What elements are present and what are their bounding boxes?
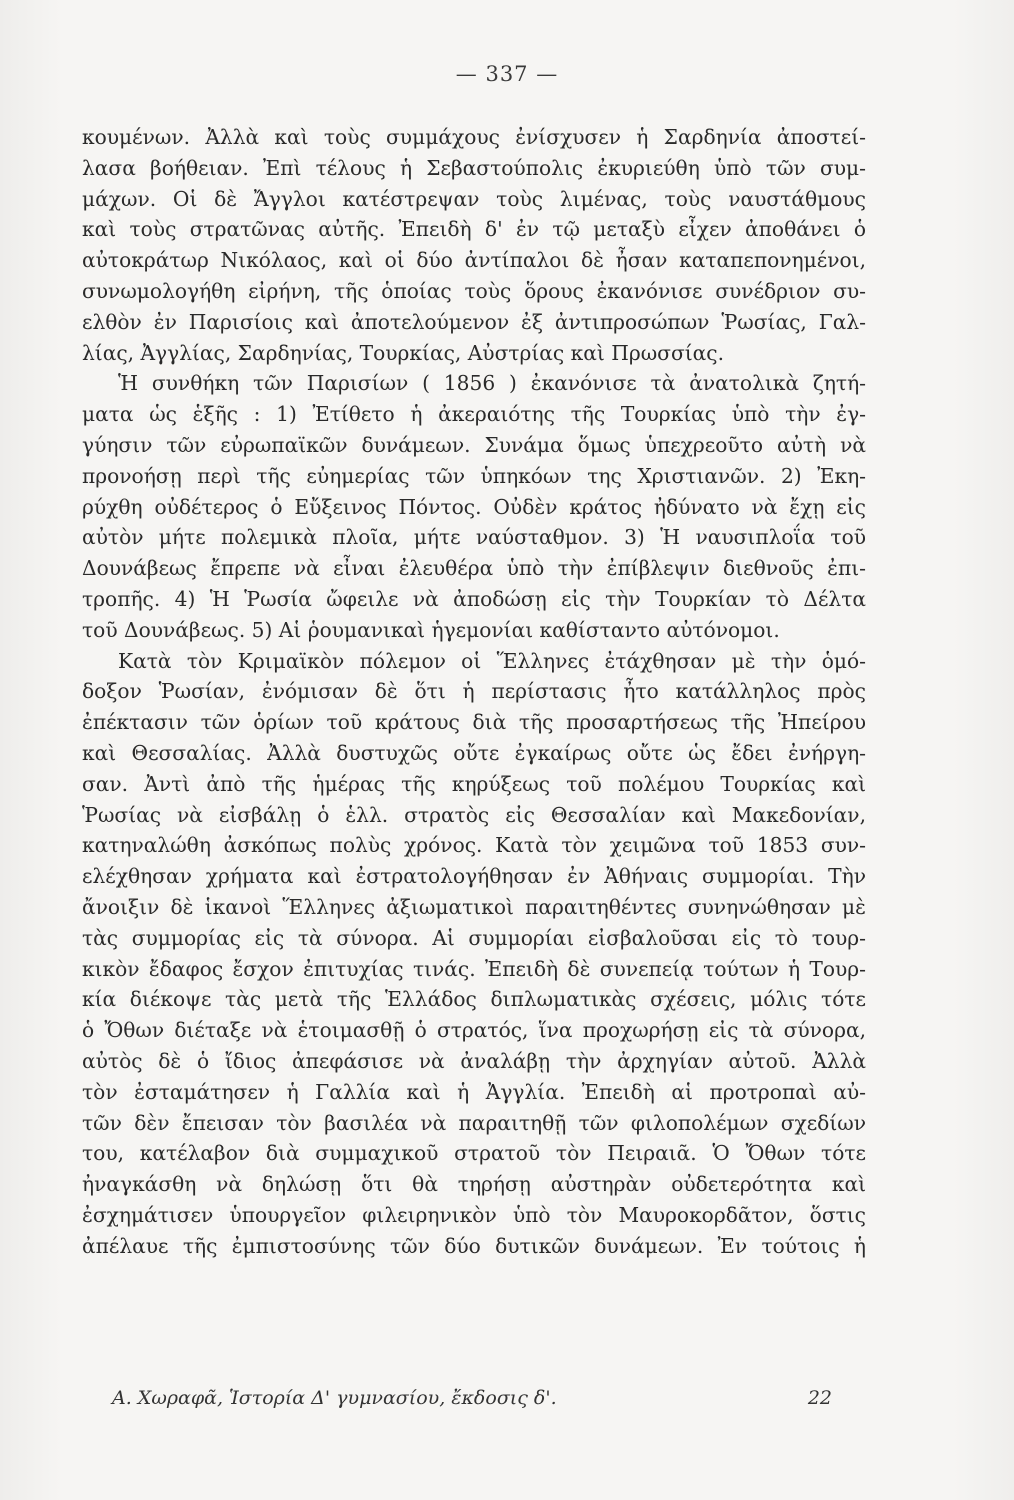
text-line: αὐτὸν μήτε πολεμικὰ πλοῖα, μήτε ναύσταθμον. 3) Ἡ ναυσιπλοΐα τοῦ (82, 525, 866, 550)
text-line: τροπῆς. 4) Ἡ Ῥωσία ὤφειλε νὰ ἀποδώσῃ εἰς τὴν Τουρκίαν τὸ Δέλτα (82, 586, 866, 611)
text-line: δοξον Ῥωσίαν, ἐνόμισαν δὲ ὅτι ἡ περίστασις ἦτο κατάλληλος πρὸς (82, 679, 866, 704)
text-line: ρύχθη οὐδέτερος ὁ Εὔξεινος Πόντος. Οὐδὲν κράτος ἠδύνατο νὰ ἔχῃ εἰς (82, 494, 866, 519)
text-line: ἐπέκτασιν τῶν ὁρίων τοῦ κράτους διὰ τῆς προσαρτήσεως τῆς Ἠπείρου (82, 710, 866, 735)
footer-citation: Α. Χωραφᾶ, Ἱστορία Δ' γυμνασίου, ἔκδοσις δ'. (112, 1387, 557, 1409)
text-line: μάχων. Οἱ δὲ Ἄγγλοι κατέστρεψαν τοὺς λιμένας, τοὺς ναυστάθμους (82, 186, 866, 211)
text-line: λίας, Ἀγγλίας, Σαρδηνίας, Τουρκίας, Αὐστρίας καὶ Πρωσσίας. (82, 340, 725, 365)
text-line: Ἡ συνθήκη τῶν Παρισίων ( 1856 ) ἐκανόνισε τὰ ἀνατολικὰ ζητή- (118, 371, 866, 396)
text-line: κατηναλώθη ἀσκόπως πολὺς χρόνος. Κατὰ τὸν χειμῶνα τοῦ 1853 συν- (82, 833, 866, 858)
text-line: ελθὸν ἐν Παρισίοις καὶ ἀποτελούμενον ἐξ ἀντιπροσώπων Ῥωσίας, Γαλ- (82, 309, 866, 334)
text-line: ελέχθησαν χρήματα καὶ ἐστρατολογήθησαν ἐν Ἀθήναις συμμορίαι. Τὴν (82, 864, 866, 889)
text-line: γύησιν τῶν εὐρωπαϊκῶν δυνάμεων. Συνάμα ὅμως ὑπεχρεοῦτο αὐτὴ νὰ (82, 432, 866, 457)
text-line: ἀπέλαυε τῆς ἐμπιστοσύνης τῶν δύο δυτικῶν δυνάμεων. Ἐν τούτοις ἡ (82, 1233, 866, 1258)
text-line: τὸν ἐσταμάτησεν ἡ Γαλλία καὶ ἡ Ἀγγλία. Ἐπειδὴ αἱ προτροπαὶ αὐ- (82, 1079, 866, 1104)
text-line: καὶ Θεσσαλίας. Ἀλλὰ δυστυχῶς οὔτε ἐγκαίρως οὔτε ὡς ἔδει ἐνήργη- (82, 740, 866, 765)
text-line: του, κατέλαβον διὰ συμμαχικοῦ στρατοῦ τὸν Πειραιᾶ. Ὁ Ὄθων τότε (82, 1141, 866, 1166)
text-line: συνωμολογήθη εἰρήνη, τῆς ὁποίας τοὺς ὅρους ἐκανόνισε συνέδριον συ- (82, 278, 866, 303)
text-line: αὐτὸς δὲ ὁ ἴδιος ἀπεφάσισε νὰ ἀναλάβῃ τὴν ἀρχηγίαν αὐτοῦ. Ἀλλὰ (82, 1048, 866, 1073)
text-line: Δουνάβεως ἔπρεπε νὰ εἶναι ἐλευθέρα ὑπὸ τὴν ἐπίβλεψιν διεθνοῦς ἐπι- (82, 556, 866, 581)
text-line: ἄνοιξιν δὲ ἱκανοὶ Ἕλληνες ἀξιωματικοὶ παραιτηθέντες συνηνώθησαν μὲ (82, 894, 866, 919)
signature-mark: 22 (807, 1387, 832, 1409)
text-line: Κατὰ τὸν Κριμαϊκὸν πόλεμον οἱ Ἕλληνες ἐτάχθησαν μὲ τὴν ὁμό- (118, 648, 866, 673)
text-line: αὐτοκράτωρ Νικόλαος, καὶ οἱ δύο ἀντίπαλοι δὲ ἦσαν καταπεπονημένοι, (82, 248, 866, 273)
text-line: κουμένων. Ἀλλὰ καὶ τοὺς συμμάχους ἐνίσχυσεν ἡ Σαρδηνία ἀποστεί- (82, 125, 866, 149)
text-line: κία διέκοψε τὰς μετὰ τῆς Ἑλλάδος διπλωματικὰς σχέσεις, μόλις τότε (82, 987, 866, 1012)
text-line: τὰς συμμορίας εἰς τὰ σύνορα. Αἱ συμμορίαι εἰσβαλοῦσαι εἰς τὸ τουρ- (82, 925, 866, 950)
text-line: προνοήσῃ περὶ τῆς εὐημερίας τῶν ὑπηκόων της Χριστιανῶν. 2) Ἐκη- (82, 463, 866, 488)
text-line: ὁ Ὄθων διέταξε νὰ ἑτοιμασθῇ ὁ στρατός, ἵνα προχωρήσῃ εἰς τὰ σύνορα, (82, 1018, 866, 1043)
text-line: ἐσχημάτισεν ὑπουργεῖον φιλειρηνικὸν ὑπὸ τὸν Μαυροκορδᾶτον, ὅστις (82, 1202, 866, 1227)
text-line: καὶ τοὺς στρατῶνας αὐτῆς. Ἐπειδὴ δ' ἐν τῷ μεταξὺ εἶχεν ἀποθάνει ὁ (82, 217, 866, 242)
text-line: ματα ὡς ἑξῆς : 1) Ἐτίθετο ἡ ἀκεραιότης τῆς Τουρκίας ὑπὸ τὴν ἐγ- (82, 402, 866, 427)
text-line: τῶν δὲν ἔπεισαν τὸν βασιλέα νὰ παραιτηθῇ τῶν φιλοπολέμων σχεδίων (82, 1110, 866, 1135)
text-line: λασα βοήθειαν. Ἐπὶ τέλους ἡ Σεβαστούπολις ἐκυριεύθη ὑπὸ τῶν συμ- (82, 155, 866, 180)
page-number: — 337 — (455, 62, 559, 86)
body-text (82, 122, 866, 1261)
text-line: ἠναγκάσθη νὰ δηλώσῃ ὅτι θὰ τηρήσῃ αὐστηρὰν οὐδετερότητα καὶ (82, 1172, 866, 1197)
text-line: τοῦ Δουνάβεως. 5) Αἱ ῥουμανικαὶ ἡγεμονίαι καθίσταντο αὐτόνομοι. (82, 617, 780, 642)
text-line: σαν. Ἀντὶ ἀπὸ τῆς ἡμέρας τῆς κηρύξεως τοῦ πολέμου Τουρκίας καὶ (82, 771, 866, 796)
text-line: κικὸν ἔδαφος ἔσχον ἐπιτυχίας τινάς. Ἐπειδὴ δὲ συνεπείᾳ τούτων ἡ Τουρ- (82, 956, 866, 981)
text-line: Ῥωσίας νὰ εἰσβάλῃ ὁ ἑλλ. στρατὸς εἰς Θεσσαλίαν καὶ Μακεδονίαν, (82, 802, 866, 827)
